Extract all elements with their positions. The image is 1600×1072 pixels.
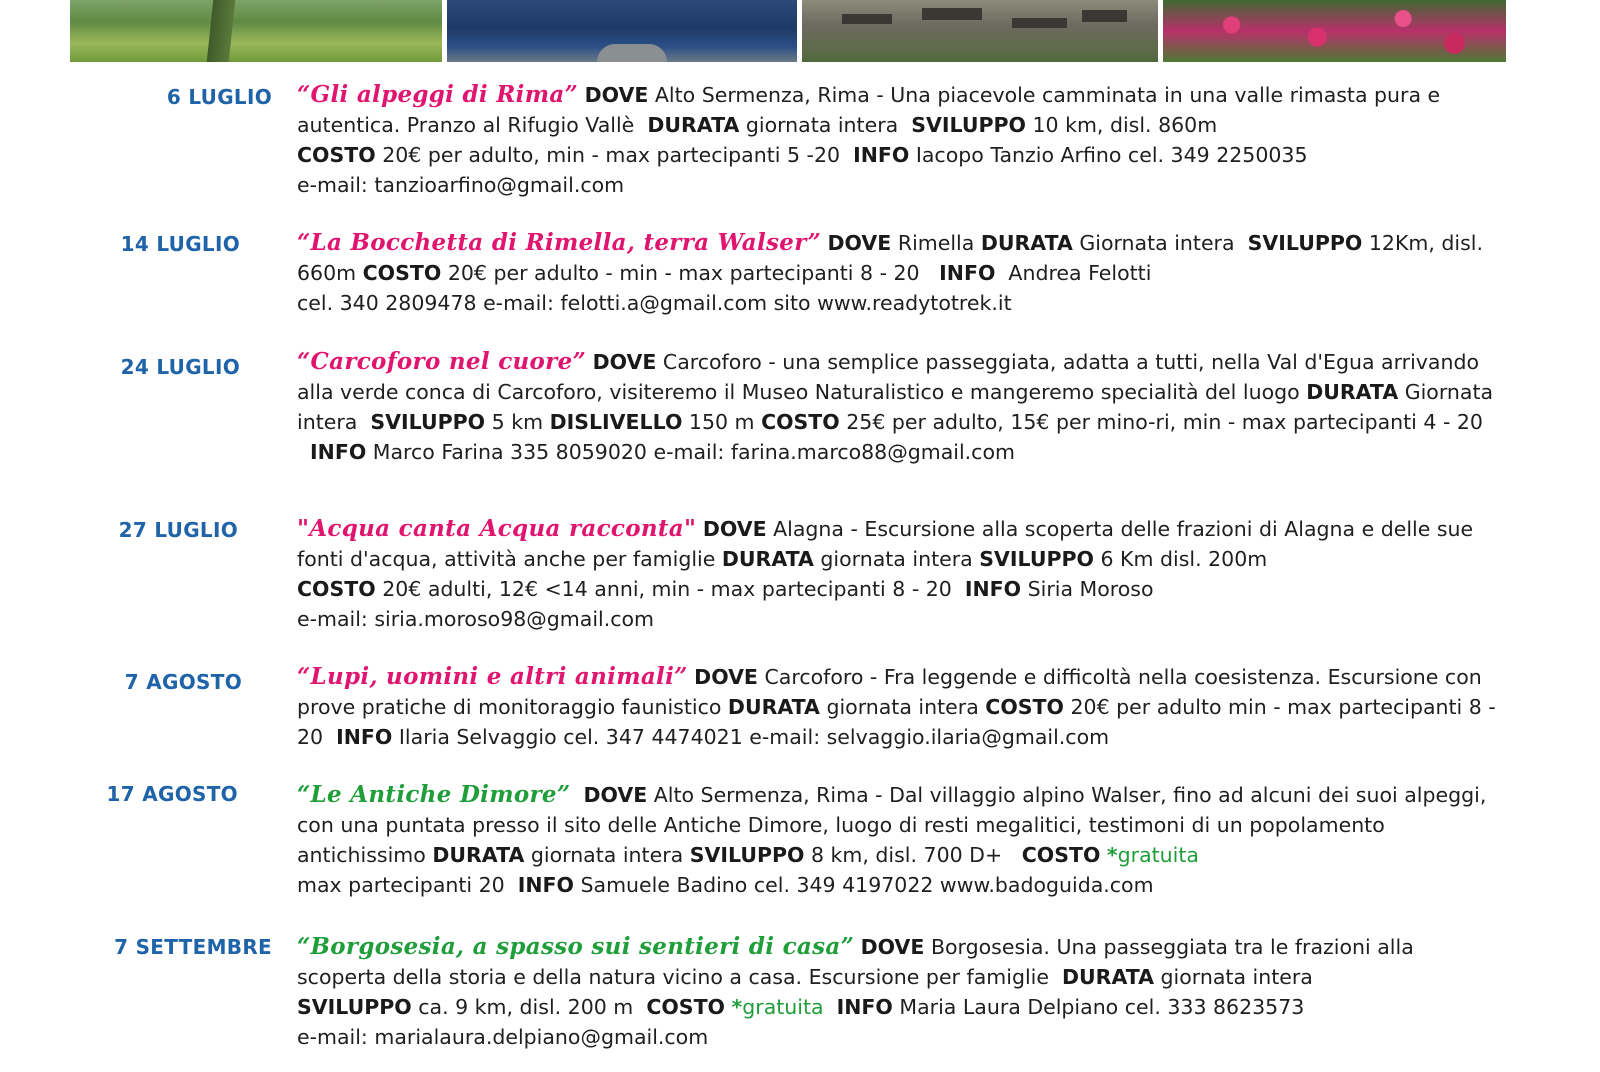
event-title: "Acqua canta Acqua racconta" — [297, 515, 697, 542]
event-description: “Carcoforo nel cuore” DOVE Carcoforo - una semplice passeggiata, adatta a tutti, nella Val d'Egua arrivando alla verde conca di Carcoforo, visiteremo il Museo Naturalistico e mangeremo specialità del luogo DURATA Giornata intera SVILUPPO 5 km DISLIVELLO 150 m COSTO 25€ per adulto, 15€ per mino-ri, min - max partecipanti 4 - 20 INFO Marco Farina 335 8059020 e-mail: farina.marco88@gmail.com — [297, 348, 1494, 464]
event-title: “Gli alpeggi di Rima” — [297, 81, 579, 108]
asterisk-icon: * — [1106, 843, 1118, 867]
event-date: 7 SETTEMBRE — [114, 935, 272, 959]
asterisk-icon: * — [731, 995, 743, 1019]
event-description: "Acqua canta Acqua racconta" DOVE Alagna - Escursione alla scoperta delle frazioni di Alagna e delle sue fonti d'acqua, attività anche per famiglie DURATA giornata intera SVILUPPO 6 Km disl. 200m COSTO 20€ adulti, 12€ <14 anni, min - max partecipanti 8 - 20 INFO Siria Moroso e-mail: siria.moroso98@gmail.com — [297, 515, 1474, 631]
event-title: “Carcoforo nel cuore” — [297, 348, 587, 375]
event-date: 7 AGOSTO — [124, 670, 242, 694]
alpine-lake-photo — [447, 0, 797, 62]
pink-flowers-photo — [1163, 0, 1506, 62]
event-email: e-mail: tanzioarfino@gmail.com — [297, 173, 625, 197]
event-description: “La Bocchetta di Rimella, terra Walser” DOVE Rimella DURATA Giornata intera SVILUPPO 12Km, disl. 660m COSTO 20€ per adulto - min - max partecipanti 8 - 20 INFO Andrea Felotti cel. 340 2809478 e-mail: felotti.a@gmail.com sito www.readytotrek.it — [297, 229, 1483, 315]
event-description: “Lupi, uomini e altri animali” DOVE Carcoforo - Fra leggende e difficoltà nella coesistenza. Escursione con prove pratiche di monitoraggio faunistico DURATA giornata intera COSTO 20€ per adulto min - max partecipanti 8 - 20 INFO Ilaria Selvaggio cel. 347 4474021 e-mail: selvaggio.ilaria@gmail.com — [297, 663, 1496, 749]
event-title: “Borgosesia, a spasso sui sentieri di casa” — [297, 933, 855, 960]
event-email: e-mail: siria.moroso98@gmail.com — [297, 607, 655, 631]
event-email: e-mail: marialaura.delpiano@gmail.com — [297, 1025, 709, 1049]
event-date: 6 LUGLIO — [166, 85, 272, 109]
event-description: “Le Antiche Dimore” DOVE Alto Sermenza, Rima - Dal villaggio alpino Walser, fino ad alcuni dei suoi alpeggi, con una puntata presso il sito delle Antiche Dimore, luogo di resti megalitici, testimoni di un popolamento antichissimo DURATA giornata intera SVILUPPO 8 km, disl. 700 D+ COSTO *gratuita max partecipanti 20 INFO Samuele Badino cel. 349 4197022 www.badoguida.com — [297, 781, 1487, 897]
event-title: “La Bocchetta di Rimella, terra Walser” — [297, 229, 821, 256]
walser-village-photo — [802, 0, 1158, 62]
event-description: “Borgosesia, a spasso sui sentieri di casa” DOVE Borgosesia. Una passeggiata tra le frazioni alla scoperta della storia e della natura vicino a casa. Escursione per famiglie DURATA giornata intera SVILUPPO ca. 9 km, disl. 200 m COSTO *gratuita INFO Maria Laura Delpiano cel. 333 8623573 e-mail: marialaura.delpiano@gmail.com — [297, 933, 1414, 1049]
event-description: “Gli alpeggi di Rima” DOVE Alto Sermenza, Rima - Una piacevole camminata in una valle rimasta pura e autentica. Pranzo al Rifugio Vallè DURATA giornata intera SVILUPPO 10 km, disl. 860m COSTO 20€ per adulto, min - max partecipanti 5 -20 INFO Iacopo Tanzio Arfino cel. 349 2250035 e-mail: tanzioarfino@gmail.com — [297, 81, 1441, 197]
photo-strip — [70, 0, 1506, 62]
event-date: 27 LUGLIO — [118, 518, 238, 542]
event-contact: cel. 340 2809478 e-mail: felotti.a@gmail.com sito www.readytotrek.it — [297, 291, 1012, 315]
event-date: 17 AGOSTO — [106, 782, 238, 806]
event-title: “Le Antiche Dimore” — [297, 781, 571, 808]
event-date: 14 LUGLIO — [120, 232, 240, 256]
event-title: “Lupi, uomini e altri animali” — [297, 663, 688, 690]
mountain-meadow-photo — [70, 0, 442, 62]
event-date: 24 LUGLIO — [120, 355, 240, 379]
